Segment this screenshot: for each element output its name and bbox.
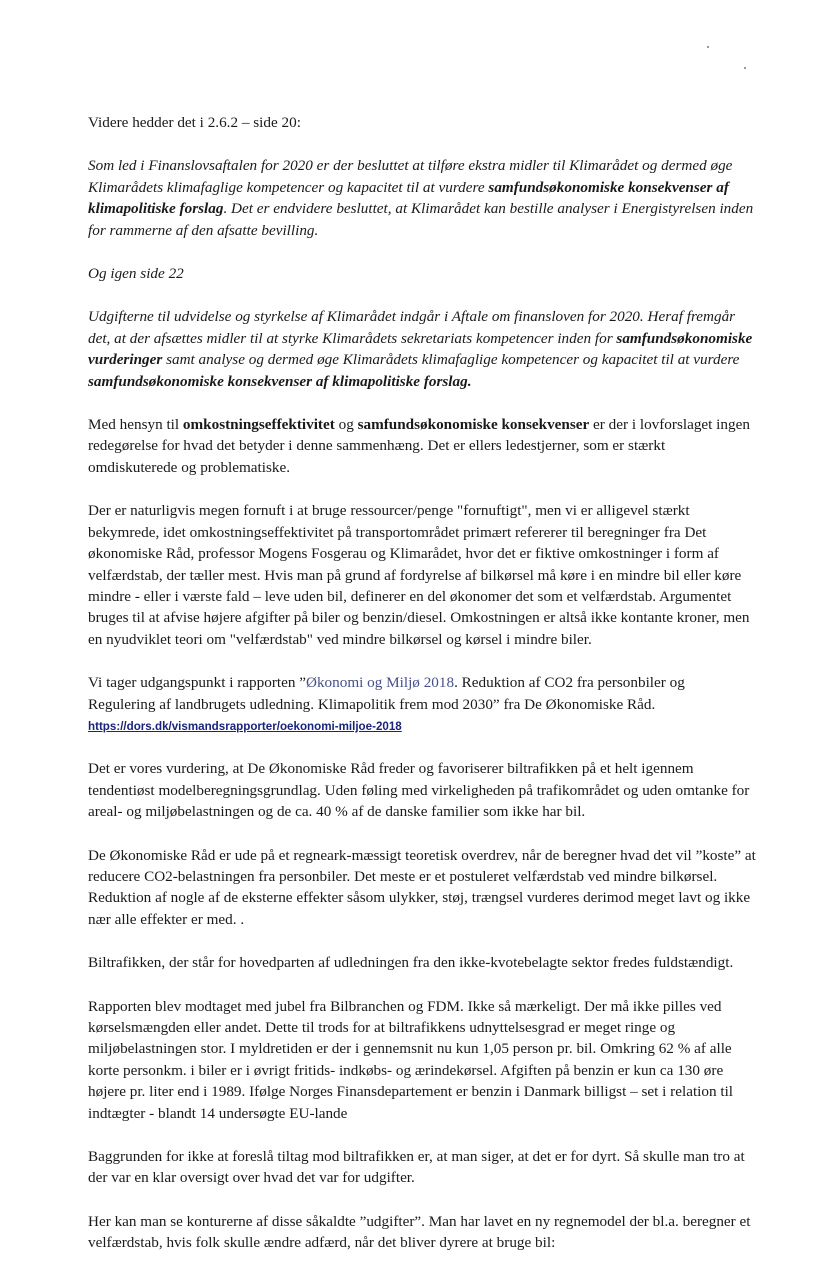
paragraph-report-reception: Rapporten blev modtaget med jubel fra Bilbranchen og FDM. Ikke så mærkeligt. Der må ikke pilles ved kørselsmængden eller andet. Dette til trods for at biltrafikkens udnyttelsesgrad er meget ringe og miljøbelastningen stor. I myldretiden er der i gennemsnit nu kun 1,05 person pr. bil. Omkring 62 % af alle korte personkm. i biler er i øvrigt fritids- indkøbs- og ærindekørsel. Afgiften på benzin er kun ca 130 øre højere pr. liter end i 1989. Ifølge Norges Finansdepartement er benzin i Danmark billigst – set i relation til indtægter - blandt 14 undersøgte EU-lande bbox=[88, 997, 734, 1122]
scan-speck bbox=[744, 67, 746, 69]
scan-speck bbox=[707, 46, 709, 48]
paragraph-cost-effectiveness: Med hensyn til omkostningseffektivitet og samfundsøkonomiske konsekvenser er der i lovforslaget ingen redegørelse for hvad det betyder i denne sammenhæng. Det er ellers ledestjerner, som er stærkt omdiskuterede og problematiske. bbox=[88, 416, 750, 476]
paragraph-report-reference: Vi tager udgangspunkt i rapporten ”Økonomi og Miljø 2018. Reduktion af CO2 fra personbiler og Regulering af landbrugets udledning. Klimapolitik frem mod 2030” fra De Økonomiske Råd. https://dors.dk/vismandsrapporter/oekonomi-miljoe-2018 bbox=[88, 672, 756, 736]
quote-page-22: Udgifterne til udvidelse og styrkelse af Klimarådet indgår i Aftale om finansloven for 2020. Heraf fremgår det, at der afsættes midler til at styrke Klimarådets sekretariats kompetencer inden for samfundsøkonomiske vurderinger samt analyse og dermed øge Klimarådets klimafaglige kompetencer og kapacitet til at vurdere samfundsøkonomiske konsekvenser af klimapolitiske forslag. bbox=[88, 308, 753, 390]
paragraph-background: Baggrunden for ikke at foreslå tiltag mod biltrafikken er, at man siger, at det er for dyrt. Så skulle man tro at der var en klar oversigt over hvad det var for udgifter. bbox=[88, 1148, 745, 1187]
section-heading: Videre hedder det i 2.6.2 – side 20: bbox=[88, 114, 301, 131]
quote-subheading: Og igen side 22 bbox=[88, 265, 184, 283]
quote-page-20: Som led i Finanslovsaftalen for 2020 er der besluttet at tilføre ekstra midler til Klimarådet og dermed øge Klimarådets klimafaglige kompetencer og kapacitet til at vurdere samfundsøkonomiske konsekvenser af klimapolitiske forslag. Det er endvidere besluttet, at Klimarådet kan bestille analyser i Energistyrelsen inden for rammerne af den afsatte bevilling. bbox=[88, 157, 754, 239]
report-title-link[interactable]: Økonomi og Miljø 2018 bbox=[305, 674, 455, 692]
document-page bbox=[88, 112, 756, 1276]
report-url-link[interactable]: https://dors.dk/vismandsrapporter/oekonomi-miljoe-2018 bbox=[88, 719, 402, 733]
paragraph-assessment: Det er vores vurdering, at De Økonomiske Råd freder og favoriserer biltrafikken på et helt igennem tendentiøst modelberegningsgrundlag. Uden føling med virkeligheden på trafikområdet og uden omtanke for areal- og miljøbelastningen og de ca. 40 % af de danske familier som ikke har bil. bbox=[88, 760, 750, 821]
paragraph-car-traffic: Biltrafikken, der står for hovedparten af udledningen fra den ikke-kvotebelagte sektor fredes fuldstændigt. bbox=[88, 954, 734, 972]
paragraph-costs-outline: Her kan man se konturerne af disse såkaldte ”udgifter”. Man har lavet en ny regnemodel der bl.a. beregner et velfærdstab, hvis folk skulle ændre adfærd, når det bliver dyrere at bruge bil: bbox=[88, 1212, 751, 1252]
paragraph-spreadsheet: De Økonomiske Råd er ude på et regneark-mæssigt teoretisk overdrev, når de beregner hvad det vil ”koste” at reducere CO2-belastningen fra personbiler. Det meste er et postuleret velfærdstab ved mindre bilkørsel. Reduktion af nogle af de eksterne effekter såsom ulykker, støj, trængsel vurderes derimod meget lavt og ikke nær alle effekter er med. . bbox=[88, 846, 756, 928]
paragraph-welfare-loss: Der er naturligvis megen fornuft i at bruge ressourcer/penge "fornuftigt", men vi er alligevel stærkt bekymrede, idet omkostningseffektivitet på transportområdet primært refererer til beregninger fra Det økonomiske Råd, professor Mogens Fosgerau og Klimarådet, hvor det er fiktive omkostninger i form af velfærdstab, der tæller mest. Hvis man på grund af fordyrelse af bilkørsel må køre i en mindre bil eller køre mindre - eller i værste fald – leve uden bil, definerer en del økonomer det som et velfærdstab. Argumentet bruges til at afvise højere afgifter på biler og benzin/diesel. Omkostningen er altså ikke kontante kroner, men en nyudviklet teori om "velfærdstab" ved mindre bilkørsel og kørsel i mindre biler. bbox=[88, 502, 750, 648]
